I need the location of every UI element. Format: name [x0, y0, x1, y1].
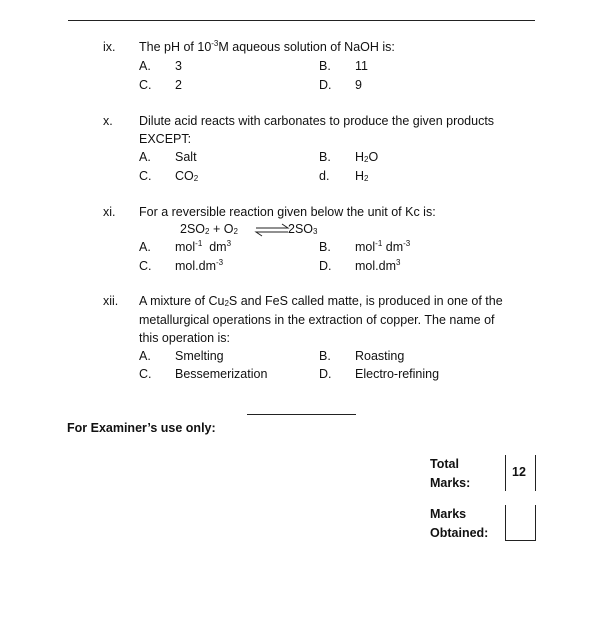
option-letter: B. — [319, 150, 331, 164]
equilibrium-arrow-icon — [254, 223, 290, 237]
option-letter: A. — [139, 240, 151, 254]
option-value: $H_2O$ — [355, 150, 379, 164]
question-text: For a reversible reaction given below the unit of Kc is: — [139, 205, 436, 219]
option-value: $H_2$ — [355, 169, 369, 183]
option-value: Electro-refining — [355, 367, 440, 381]
option-letter: D. — [319, 367, 332, 381]
option-letter: C. — [139, 78, 152, 92]
option-value: 9 — [355, 78, 362, 92]
question-text: A mixture of $Cu_2S$ and FeS called matte, is produced in one of the — [139, 294, 503, 308]
option-value: Salt — [175, 150, 197, 164]
marks-obtained-box[interactable] — [505, 505, 536, 541]
option-value: 3 — [175, 59, 182, 73]
option-letter: B. — [319, 349, 331, 363]
option-value: $mol.dm^3$ — [355, 258, 401, 273]
option-value: mol$^{-1}$ $dm^{-3}$ — [355, 239, 411, 254]
question-text: Dilute acid reacts with carbonates to produce the given products — [139, 114, 495, 128]
question-number: xii. — [103, 294, 119, 308]
option-letter: C. — [139, 367, 152, 381]
option-letter: B. — [319, 240, 331, 254]
question-text: EXCEPT: — [139, 132, 192, 146]
option-value: mol$^{-1}$ $dm^3$ — [175, 239, 232, 254]
option-letter: A. — [139, 349, 151, 363]
option-letter: D. — [319, 259, 332, 273]
question-text: this operation is: — [139, 331, 231, 345]
option-letter: d. — [319, 169, 330, 183]
reaction-equation: $2SO_2 + O_2$ — [180, 222, 238, 236]
examiner-heading: For Examiner’s use only: — [67, 421, 216, 435]
option-value: $CO_2$ — [175, 169, 199, 183]
option-letter: B. — [319, 59, 331, 73]
option-letter: C. — [139, 169, 152, 183]
total-marks-box — [505, 455, 536, 491]
question-text: metallurgical operations in the extraction of copper. The name of — [139, 313, 495, 327]
option-letter: D. — [319, 78, 332, 92]
question-text: The pH of $10^{-3}M$ aqueous solution of NaOH is: — [139, 39, 395, 54]
option-value: Bessemerization — [175, 367, 268, 381]
option-value: $mol.dm^{-3}$ — [175, 258, 224, 273]
top-rule — [68, 20, 535, 21]
marks-obtained-label: Obtained: — [430, 526, 489, 540]
end-rule — [247, 414, 356, 415]
option-letter: A. — [139, 59, 151, 73]
total-marks-value: 12 — [512, 465, 526, 479]
option-letter: A. — [139, 150, 151, 164]
question-number: ix. — [103, 40, 116, 54]
marks-obtained-label: Marks — [430, 507, 467, 521]
reaction-product: $2SO_3$ — [288, 222, 318, 236]
option-value: 11 — [355, 59, 368, 73]
option-value: Smelting — [175, 349, 224, 363]
option-value: Roasting — [355, 349, 405, 363]
option-value: 2 — [175, 78, 182, 92]
question-number: x. — [103, 114, 113, 128]
total-marks-label: Total — [430, 457, 459, 471]
option-letter: C. — [139, 259, 152, 273]
question-number: xi. — [103, 205, 116, 219]
total-marks-label: Marks: — [430, 476, 471, 490]
